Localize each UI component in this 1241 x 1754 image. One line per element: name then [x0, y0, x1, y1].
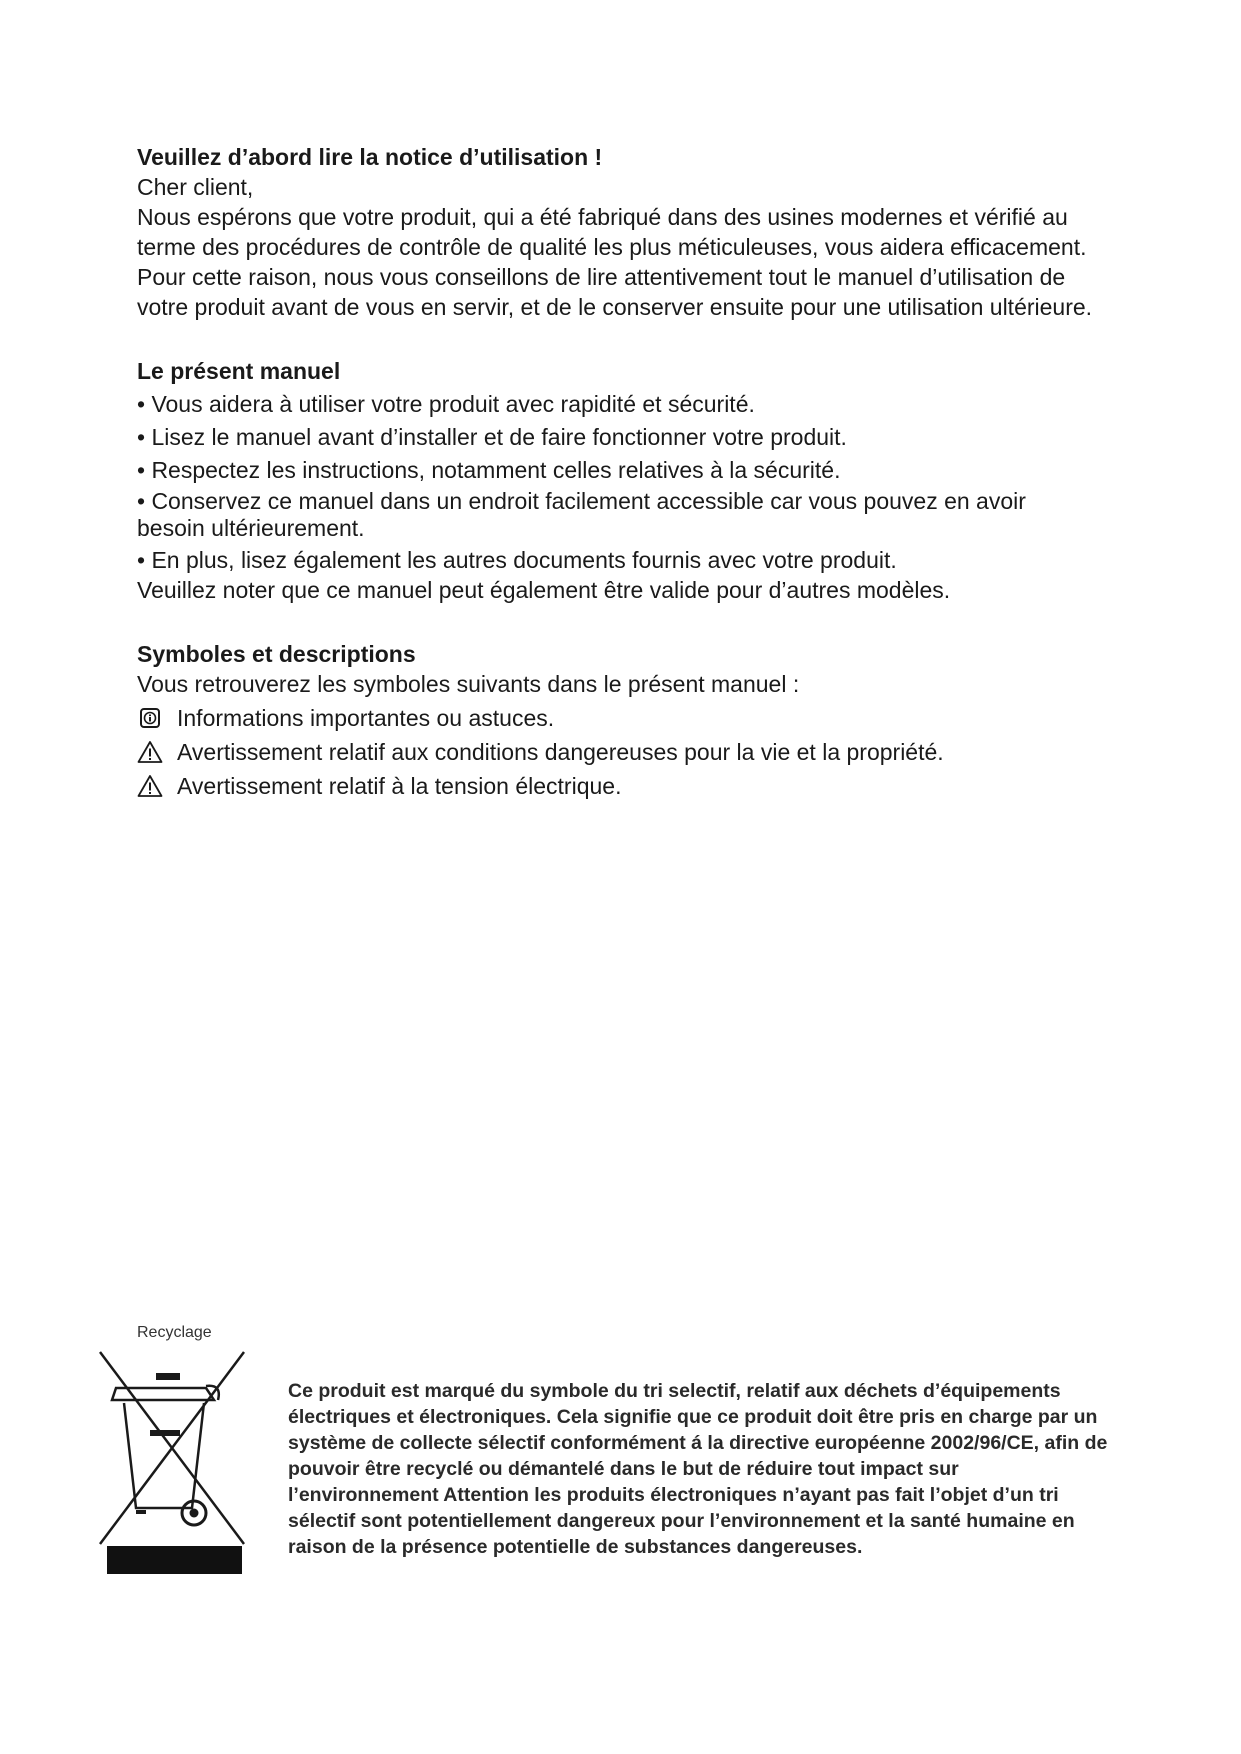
bin-underline-bar — [107, 1546, 242, 1574]
manual-note: Veuillez noter que ce manuel peut également être valide pour d’autres modèles. — [137, 577, 951, 603]
info-icon — [137, 705, 163, 731]
crossed-bin-icon — [96, 1348, 250, 1578]
intro-paragraph-1: Nous espérons que votre produit, qui a été fabriqué dans des usines modernes et vérifié au terme des procédures de contrôle de qualité les plus méticuleuses, vous aidera efficacement. — [137, 204, 1087, 260]
recycling-text: Ce produit est marqué du symbole du tri selectif, relatif aux déchets d’équipements électriques et électroniques. Cela signifie que ce produit doit être pris en charge par un système de collecte sélectif conformément á la directive européenne 2002/96/CE, afin de pouvoir être recyclé ou démantelé dans le but de réduire tout impact sur l’environnement Attention les produits électroniques n’ayant pas fait l’objet d’un tri sélectif sont potentiellement dangereux pour l’environnement et la santé humaine en raison de la présence potentielle de substances dangereuses. — [288, 1380, 1108, 1558]
symbol-info-text: Informations importantes ou astuces. — [177, 705, 555, 731]
symbols-intro: Vous retrouverez les symboles suivants dans le présent manuel : — [137, 671, 800, 697]
manual-bullet-4: • Conservez ce manuel dans un endroit facilement accessible car vous pouvez en avoir besoin ultérieurement. — [137, 488, 1026, 541]
manual-bullet-2: • Lisez le manuel avant d’installer et de faire fonctionner votre produit. — [137, 424, 847, 450]
manual-heading: Le présent manuel — [137, 358, 341, 384]
symbol-row-info — [137, 703, 1097, 733]
symbol-warning-voltage-text: Avertissement relatif à la tension électrique. — [177, 773, 622, 799]
manual-bullet-5: • En plus, lisez également les autres documents fournis avec votre produit. — [137, 547, 897, 573]
manual-intro-section — [137, 142, 1097, 801]
symbols-heading: Symboles et descriptions — [137, 641, 416, 667]
greeting: Cher client, — [137, 174, 254, 200]
warning-icon — [137, 773, 163, 799]
intro-heading: Veuillez d’abord lire la notice d’utilisation ! — [137, 144, 603, 170]
symbol-row-warning-voltage — [137, 771, 1097, 801]
warning-icon — [137, 739, 163, 765]
recycling-label: Recyclage — [137, 1324, 212, 1341]
manual-bullet-1: • Vous aidera à utiliser votre produit avec rapidité et sécurité. — [137, 391, 755, 417]
manual-bullet-3: • Respectez les instructions, notamment celles relatives à la sécurité. — [137, 457, 841, 483]
symbol-warning-danger-text: Avertissement relatif aux conditions dangereuses pour la vie et la propriété. — [177, 739, 944, 765]
symbol-row-warning-danger — [137, 737, 1097, 767]
intro-paragraph-2: Pour cette raison, nous vous conseillons de lire attentivement tout le manuel d’utilisation de votre produit avant de vous en servir, et de le conserver ensuite pour une utilisation ultérieure. — [137, 264, 1093, 320]
